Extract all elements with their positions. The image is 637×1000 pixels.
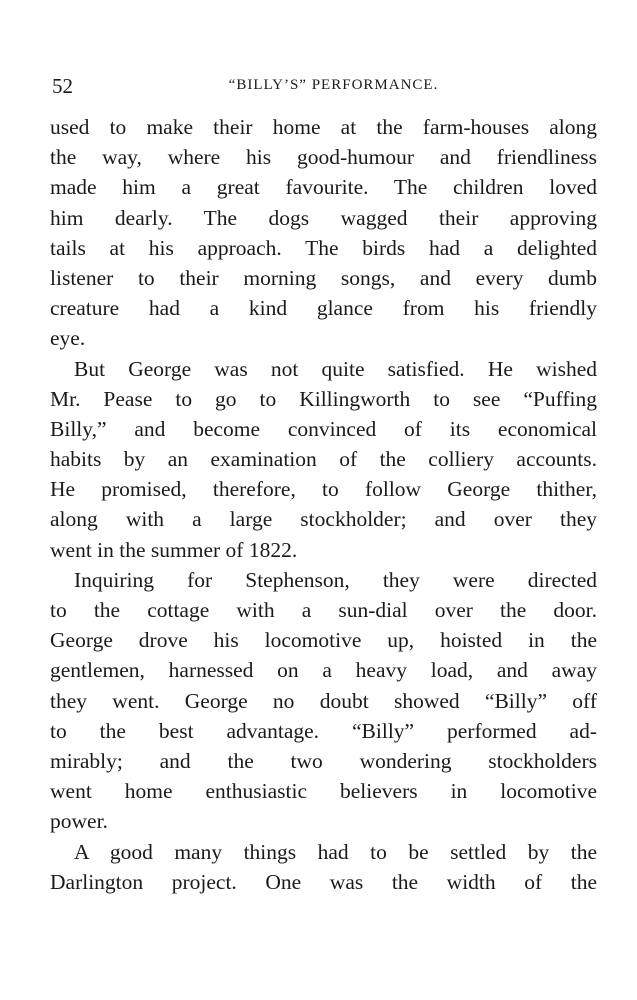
text-line: the way, where his good-humour and friendliness — [50, 145, 597, 170]
text-line: He promised, therefore, to follow George thither, — [50, 477, 597, 502]
text-line: along with a large stockholder; and over they — [50, 507, 597, 532]
text-line: Inquiring for Stephenson, they were directed — [74, 567, 597, 592]
text-line: mirably; and the two wondering stockholders — [50, 748, 597, 773]
text-line: power. — [50, 809, 108, 834]
text-line: used to make their home at the farm-houses along — [50, 115, 597, 139]
text-line: Billy,” and become convinced of its economical — [50, 416, 597, 441]
text-line: to the best advantage. “Billy” performed ad- — [50, 718, 597, 743]
text-line: Mr. Pease to go to Killingworth to see “Puffing — [50, 386, 597, 411]
text-line: But George was not quite satisfied. He wished — [74, 356, 597, 381]
text-line: habits by an examination of the colliery accounts. — [50, 447, 597, 472]
text-line: eye. — [50, 326, 86, 351]
body-text — [50, 112, 597, 897]
text-line: gentlemen, harnessed on a heavy load, and away — [50, 658, 597, 683]
text-line: tails at his approach. The birds had a delighted — [50, 235, 597, 260]
text-line: went in the summer of 1822. — [50, 537, 298, 562]
text-line: they went. George no doubt showed “Billy” off — [50, 688, 597, 713]
text-line: to the cottage with a sun-dial over the door. — [50, 598, 597, 622]
text-line: listener to their morning songs, and every dumb — [50, 265, 597, 290]
text-line: creature had a kind glance from his friendly — [50, 296, 597, 321]
text-line: A good many things had to be settled by the — [74, 839, 597, 864]
text-line: George drove his locomotive up, hoisted in the — [50, 628, 597, 653]
text-line: made him a great favourite. The children loved — [50, 175, 597, 200]
running-title: “BILLY’S” PERFORMANCE. — [228, 77, 439, 93]
text-line: him dearly. The dogs wagged their approving — [50, 205, 597, 230]
page-header — [50, 74, 597, 102]
text-line: went home enthusiastic believers in locomotive — [50, 779, 597, 804]
text-line: Darlington project. One was the width of the — [50, 869, 597, 894]
page-number: 52 — [52, 74, 73, 98]
